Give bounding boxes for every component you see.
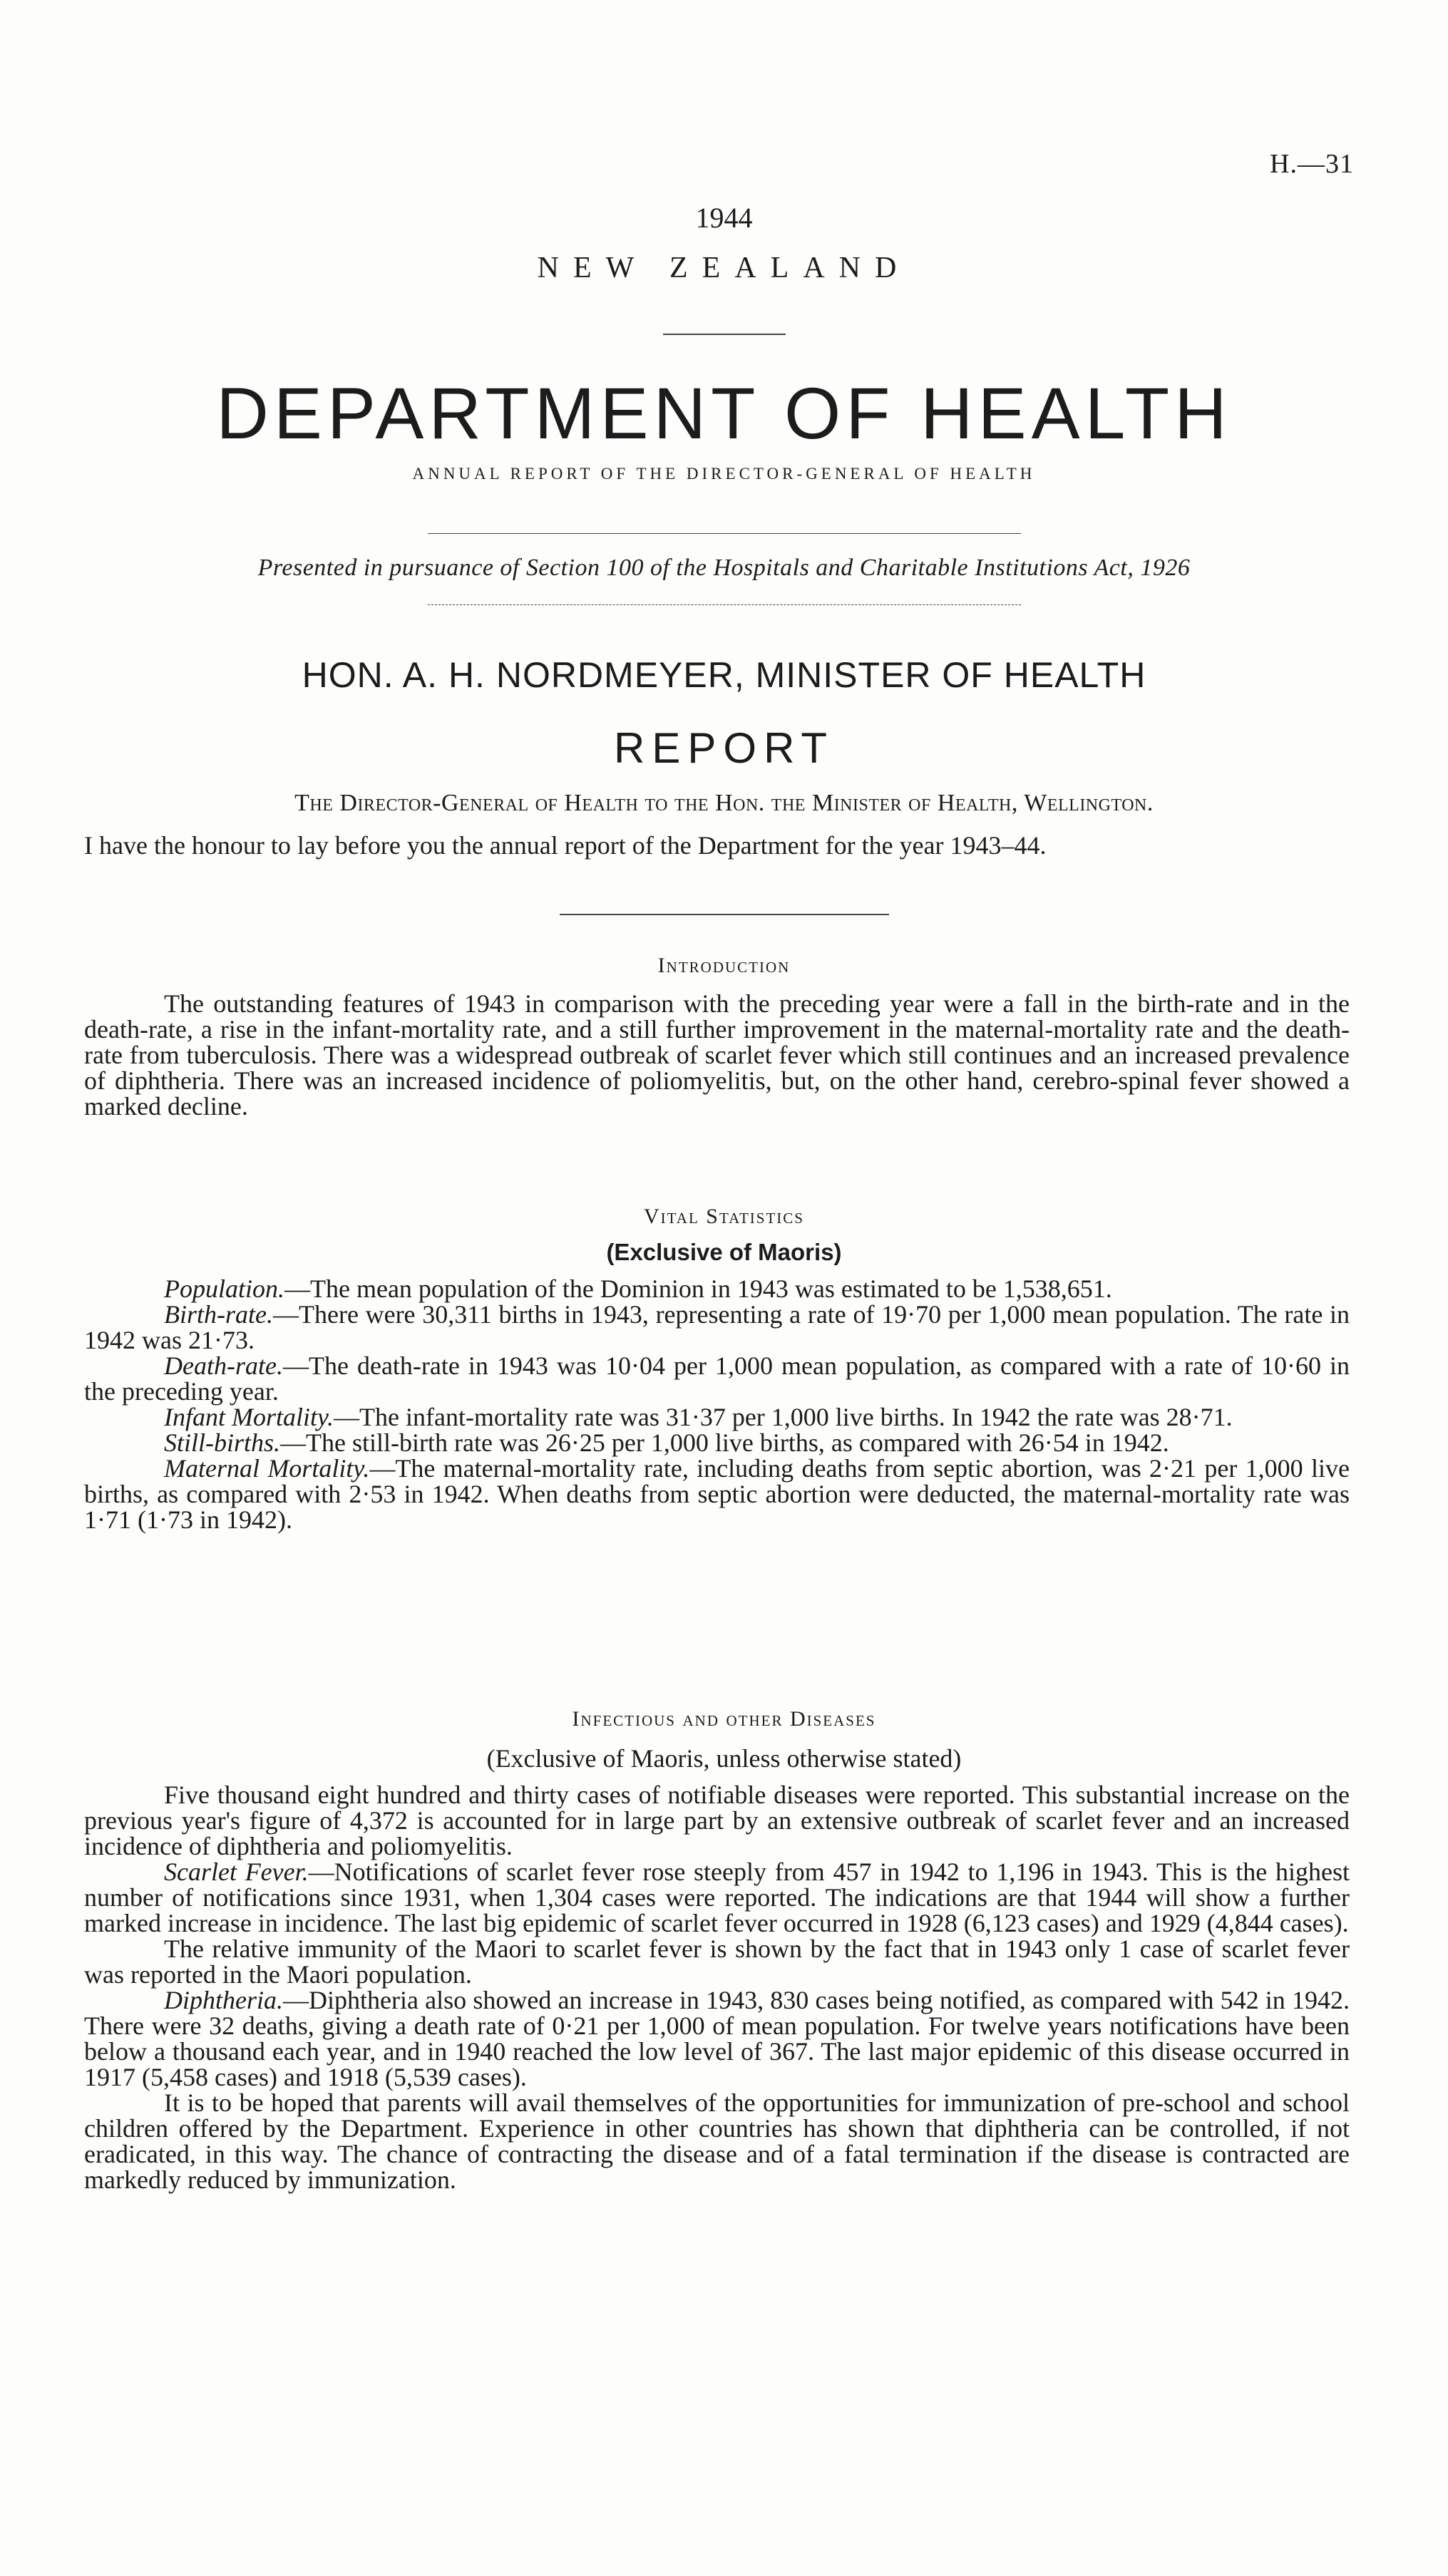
stat-text: The death-rate in 1943 was 10·04 per 1,000 mean population, as compared with a rate of 10·60 in the preceding year. [84, 1351, 1350, 1406]
diphtheria-term: Diphtheria. [164, 1986, 283, 2014]
divider [428, 533, 1021, 534]
introduction-section [84, 991, 1350, 1119]
stat-term: Maternal Mortality. [164, 1454, 370, 1483]
vital-statistics-subheading: (Exclusive of Maoris) [606, 1239, 842, 1265]
diphtheria-paragraph: Diphtheria.—Diphtheria also showed an increase in 1943, 830 cases being notified, as compared with 542 in 1942. There were 32 deaths, giving a death rate of 0·21 per 1,000 of mean population. For twelve years notifications have been below a thousand each year, and in 1940 reached the low level of 367. The last major epidemic of this disease occurred in 1917 (5,458 cases) and 1918 (5,539 cases). [84, 1986, 1350, 2091]
infectious-intro: Five thousand eight hundred and thirty cases of notifiable diseases were reported. This substantial increase on the previous year's figure of 4,372 is accounted for in large part by an extensive outbreak of scarlet fever and an increased incidence of diphtheria and poliomyelitis. [84, 1781, 1350, 1860]
stat-term: Birth-rate. [164, 1300, 273, 1329]
minister-heading: HON. A. H. NORDMEYER, MINISTER OF HEALTH [302, 655, 1146, 695]
divider [428, 604, 1021, 605]
stat-item: Still-births.—The still-birth rate was 26·25 per 1,000 live births, as compared with 26·54 in 1942. [164, 1428, 1169, 1457]
stat-text: The still-birth rate was 26·25 per 1,000 live births, as compared with 26·54 in 1942. [306, 1428, 1169, 1457]
presented-line: Presented in pursuance of Section 100 of the Hospitals and Charitable Institutions Act, 1926 [257, 555, 1191, 581]
country-heading: NEW ZEALAND [537, 252, 911, 284]
infectious-diseases-section [84, 1782, 1350, 2193]
scarlet-fever-paragraph: Scarlet Fever.—Notifications of scarlet fever rose steeply from 457 in 1942 to 1,196 in 1943. This is the highest number of notifications since 1931, when 1,304 cases were reported. The indications are that 1944 will show a further marked increase in incidence. The last big epidemic of scarlet fever occurred in 1928 (6,123 cases) and 1929 (4,844 cases). [84, 1858, 1350, 1937]
stat-term: Infant Mortality. [164, 1403, 334, 1431]
report-title: REPORT [614, 724, 834, 772]
stat-term: Still-births. [164, 1428, 281, 1457]
infectious-diseases-heading: Infectious and other Diseases [572, 1707, 876, 1731]
stat-text: There were 30,311 births in 1943, representing a rate of 19·70 per 1,000 mean population. The rate in 1942 was 21·73. [84, 1300, 1350, 1354]
report-year: 1944 [695, 202, 753, 234]
immunization-paragraph: It is to be hoped that parents will avail themselves of the opportunities for immunization of pre-school and school children offered by the Department. Experience in other countries has shown that diphtheria can be controlled, if not eradicated, in this way. The chance of contracting the disease and of a fatal termination if the disease is contracted are markedly reduced by immunization. [84, 2088, 1350, 2194]
stat-item: Birth-rate.—There were 30,311 births in 1943, representing a rate of 19·70 per 1,000 mean population. The rate in 1942 was 21·73. [84, 1300, 1350, 1354]
stat-term: Population. [164, 1274, 284, 1303]
opening-paragraph [84, 833, 1350, 858]
stat-item: Maternal Mortality.—The maternal-mortality rate, including deaths from septic abortion, was 2·21 per 1,000 live births, as compared with 2·53 in 1942. When deaths from septic abortion were deducted, the maternal-mortality rate was 1·71 (1·73 in 1942). [84, 1454, 1350, 1534]
parliamentary-paper-code: H.—31 [1270, 149, 1354, 179]
department-title: DEPARTMENT OF HEALTH [216, 373, 1232, 454]
stat-term: Death-rate. [164, 1351, 283, 1380]
stat-item: Infant Mortality.—The infant-mortality rate was 31·37 per 1,000 live births. In 1942 the rate was 28·71. [164, 1403, 1233, 1431]
diphtheria-text: Diphtheria also showed an increase in 1943, 830 cases being notified, as compared with 542 in 1942. There were 32 deaths, giving a death rate of 0·21 per 1,000 of mean population. For twelve years notifications have been below a thousand each year, and in 1940 reached the low level of 367. The last major epidemic of this disease occurred in 1917 (5,458 cases) and 1918 (5,539 cases). [84, 1986, 1350, 2091]
maori-immunity-paragraph: The relative immunity of the Maori to scarlet fever is shown by the fact that in 1943 only 1 case of scarlet fever was reported in the Maori population. [84, 1934, 1350, 1989]
stat-item: Population.—The mean population of the Dominion in 1943 was estimated to be 1,538,651. [164, 1274, 1112, 1303]
stat-text: The mean population of the Dominion in 1943 was estimated to be 1,538,651. [310, 1274, 1112, 1303]
introduction-heading: Introduction [657, 954, 791, 977]
vital-statistics-heading: Vital Statistics [644, 1205, 804, 1228]
address-line: The Director-General of Health to the Hon. the Minister of Health, Wellington. [294, 790, 1154, 816]
vital-statistics-list [84, 1276, 1350, 1532]
infectious-diseases-subheading: (Exclusive of Maoris, unless otherwise stated) [486, 1744, 962, 1773]
introduction-text: The outstanding features of 1943 in comparison with the preceding year were a fall in the birth-rate and in the death-rate, a rise in the infant-mortality rate, and a still further improvement in the maternal-mortality rate and the death-rate from tuberculosis. There was a widespread outbreak of scarlet fever which still continues and an increased prevalence of diphtheria. There was an increased incidence of poliomyelitis, but, on the other hand, cerebro-spinal fever showed a marked decline. [84, 989, 1350, 1120]
divider [560, 914, 889, 915]
divider [663, 334, 786, 335]
scarlet-fever-text: Notifications of scarlet fever rose steeply from 457 in 1942 to 1,196 in 1943. This is the highest number of notifications since 1931, when 1,304 cases were reported. The indications are that 1944 will show a further marked increase in incidence. The last big epidemic of scarlet fever occurred in 1928 (6,123 cases) and 1929 (4,844 cases). [84, 1858, 1350, 1937]
stat-item: Death-rate.—The death-rate in 1943 was 10·04 per 1,000 mean population, as compared with a rate of 10·60 in the preceding year. [84, 1351, 1350, 1406]
stat-text: The infant-mortality rate was 31·37 per 1,000 live births. In 1942 the rate was 28·71. [359, 1403, 1233, 1431]
opening-text: I have the honour to lay before you the annual report of the Department for the year 1943–44. [84, 831, 1047, 860]
report-subtitle: ANNUAL REPORT OF THE DIRECTOR-GENERAL OF HEALTH [412, 465, 1036, 483]
stat-text: The maternal-mortality rate, including deaths from septic abortion, was 2·21 per 1,000 live births, as compared with 2·53 in 1942. When deaths from septic abortion were deducted, the maternal-mortality rate was 1·71 (1·73 in 1942). [84, 1454, 1350, 1534]
scarlet-fever-term: Scarlet Fever. [164, 1858, 309, 1886]
